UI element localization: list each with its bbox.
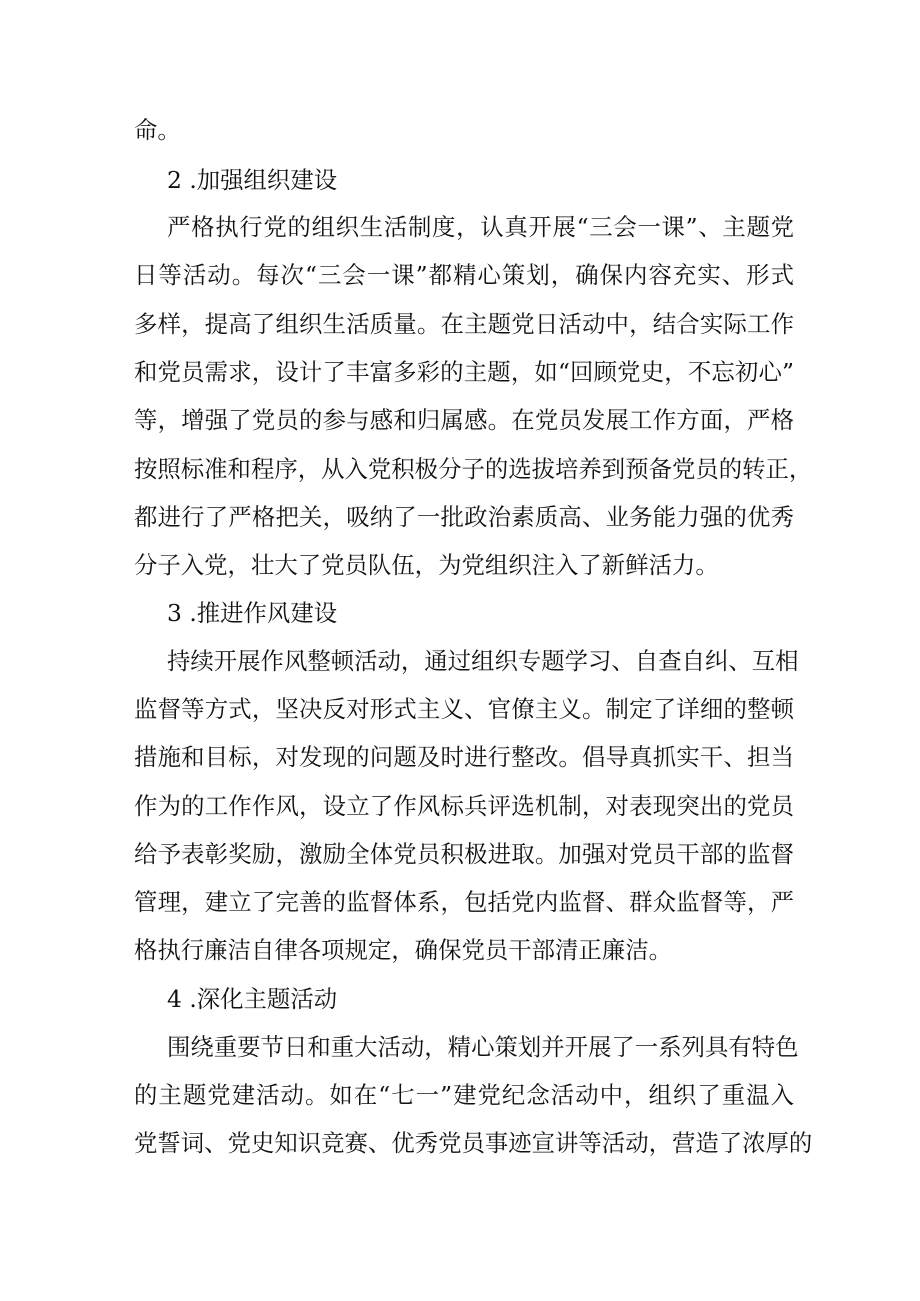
paragraph-line: 的主题党建活动。如在“七一”建党纪念活动中，组织了重温入	[134, 1081, 794, 1109]
section-heading-4: 4 .深化主题活动	[167, 985, 338, 1013]
section-heading-3: 3 .推进作风建设	[167, 599, 338, 627]
paragraph-line: 多样，提高了组织生活质量。在主题党日活动中，结合实际工作	[134, 310, 794, 338]
paragraph-line: 给予表彰奖励，激励全体党员积极进取。加强对党员干部的监督	[134, 840, 794, 868]
paragraph-line: 都进行了严格把关，吸纳了一批政治素质高、业务能力强的优秀	[134, 503, 794, 531]
paragraph-line-last: 分子入党，壮大了党员队伍，为党组织注入了新鲜活力。	[134, 551, 719, 579]
paragraph-line: 措施和目标，对发现的问题及时进行整改。倡导真抓实干、担当	[134, 743, 794, 771]
paragraph-line-last: 格执行廉洁自律各项规定，确保党员干部清正廉洁。	[134, 936, 672, 964]
paragraph-line: 党誓词、党史知识竞赛、优秀党员事迹宣讲等活动，营造了浓厚的	[134, 1129, 813, 1157]
paragraph-line: 持续开展作风整顿活动，通过组织专题学习、自查自纠、互相	[167, 647, 799, 675]
paragraph-line: 和党员需求，设计了丰富多彩的主题，如“回顾党史，不忘初心”	[134, 358, 794, 386]
paragraph-line-continuation: 命。	[134, 116, 181, 144]
section-heading-2: 2 .加强组织建设	[167, 166, 338, 194]
paragraph-line: 监督等方式，坚决反对形式主义、官僚主义。制定了详细的整顿	[134, 695, 794, 723]
paragraph-line: 等，增强了党员的参与感和归属感。在党员发展工作方面，严格	[134, 406, 794, 434]
paragraph-line: 严格执行党的组织生活制度，认真开展“三会一课”、主题党	[167, 213, 794, 241]
paragraph-line: 按照标准和程序，从入党积极分子的选拔培养到预备党员的转正，	[134, 455, 813, 483]
paragraph-line: 日等活动。每次“三会一课”都精心策划，确保内容充实、形式	[134, 261, 794, 289]
paragraph-line: 作为的工作作风，设立了作风标兵评选机制，对表现突出的党员	[134, 792, 794, 820]
paragraph-line: 管理，建立了完善的监督体系，包括党内监督、群众监督等，严	[134, 888, 794, 916]
paragraph-line: 围绕重要节日和重大活动，精心策划并开展了一系列具有特色	[167, 1033, 799, 1061]
